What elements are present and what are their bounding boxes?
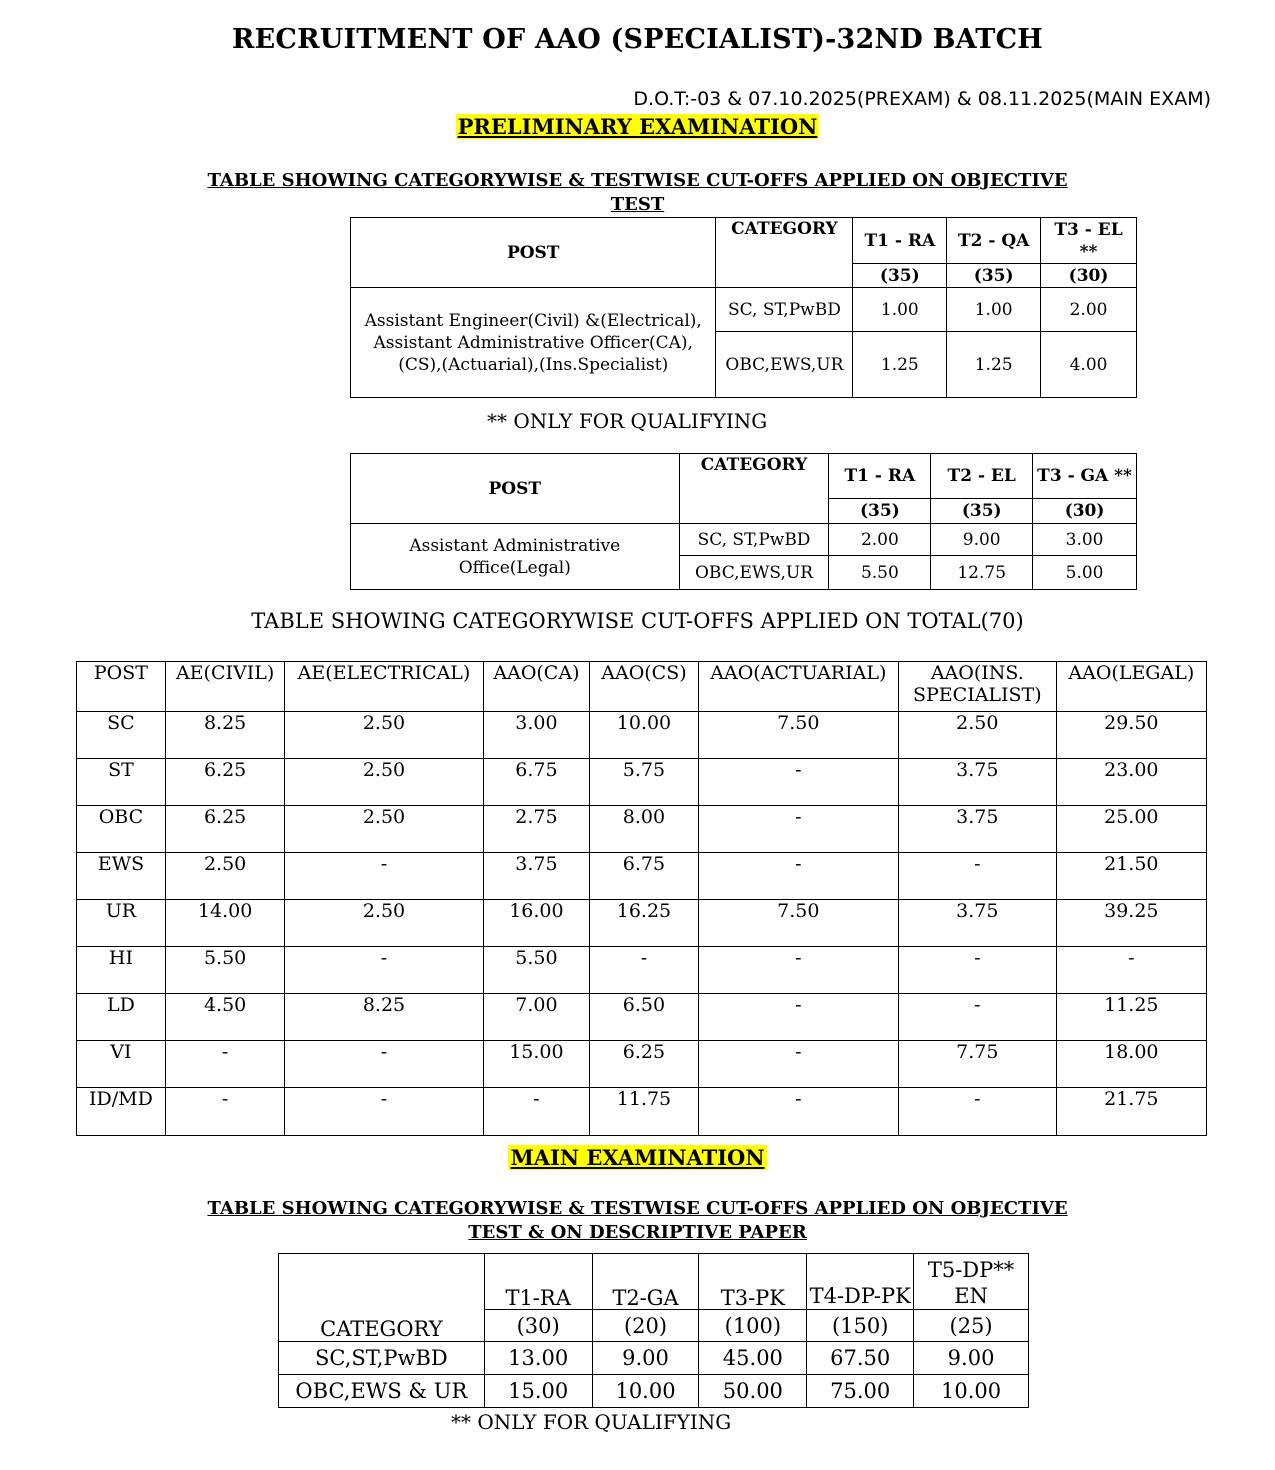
t1-cell: 15.00 [484, 1375, 592, 1408]
header-category: CATEGORY [279, 1254, 485, 1342]
t5-cell: 10.00 [914, 1375, 1029, 1408]
category-cell: OBC,EWS & UR [279, 1375, 485, 1408]
value-cell: - [698, 994, 898, 1041]
value-cell: 2.50 [285, 900, 483, 947]
header-category: CATEGORY [679, 454, 829, 524]
t3-cell: 45.00 [699, 1342, 807, 1375]
value-cell: 6.50 [590, 994, 698, 1041]
category-cell: UR [77, 900, 166, 947]
t2-cell: 1.00 [947, 288, 1041, 332]
value-cell: - [285, 947, 483, 994]
t3-cell: 2.00 [1041, 288, 1137, 332]
value-cell: 3.75 [898, 806, 1056, 853]
table-row [77, 1088, 1207, 1136]
header-t1: T1 - RA [853, 218, 947, 264]
header-post: POST [77, 662, 166, 712]
value-cell: - [1056, 947, 1206, 994]
value-cell: 8.00 [590, 806, 698, 853]
value-cell: 6.25 [165, 806, 285, 853]
t3-cell: 50.00 [699, 1375, 807, 1408]
value-cell: 2.50 [285, 806, 483, 853]
main-subhead-line2: TEST & ON DESCRIPTIVE PAPER [468, 1222, 807, 1243]
prelim-heading-wrap [0, 114, 1275, 139]
value-cell: 11.75 [590, 1088, 698, 1136]
header-category: CATEGORY [716, 218, 853, 288]
main-heading: MAIN EXAMINATION [510, 1145, 765, 1170]
t5-cell: 9.00 [914, 1342, 1029, 1375]
marks-t5: (25) [914, 1310, 1029, 1342]
marks-t3: (30) [1041, 264, 1137, 288]
category-cell: OBC [77, 806, 166, 853]
header-aao-actuarial: AAO(ACTUARIAL) [698, 662, 898, 712]
value-cell: 5.75 [590, 759, 698, 806]
category-cell: SC,ST,PwBD [279, 1342, 485, 1375]
post-cell: Assistant Administrative Office(Legal) [351, 524, 680, 590]
value-cell: - [285, 853, 483, 900]
header-t2: T2-GA [592, 1254, 699, 1310]
page-title: RECRUITMENT OF AAO (SPECIALIST)-32ND BATCH [231, 24, 1044, 55]
prelim-legal-table [350, 453, 1137, 590]
value-cell: 3.75 [483, 853, 590, 900]
category-cell: OBC,EWS,UR [716, 332, 853, 398]
t1-cell: 5.50 [829, 556, 931, 590]
value-cell: 23.00 [1056, 759, 1206, 806]
qualifying-note-1: ** ONLY FOR QUALIFYING [487, 409, 768, 433]
date-of-test: D.O.T:-03 & 07.10.2025(PREXAM) & 08.11.2025(MAIN EXAM) [633, 88, 1211, 110]
value-cell: 10.00 [590, 712, 698, 759]
header-ae-civil: AE(CIVIL) [165, 662, 285, 712]
value-cell: - [898, 853, 1056, 900]
value-cell: 5.50 [483, 947, 590, 994]
table-row [351, 524, 1137, 556]
main-heading-wrap [0, 1145, 1275, 1170]
category-cell: HI [77, 947, 166, 994]
marks-t4: (150) [807, 1310, 914, 1342]
value-cell: 21.75 [1056, 1088, 1206, 1136]
value-cell: 3.75 [898, 900, 1056, 947]
marks-t2: (20) [592, 1310, 699, 1342]
header-t3: T3 - EL ** [1041, 218, 1137, 264]
t4-cell: 75.00 [807, 1375, 914, 1408]
prelim-subhead [0, 169, 1275, 217]
value-cell: - [698, 947, 898, 994]
value-cell: 7.50 [698, 900, 898, 947]
value-cell: - [483, 1088, 590, 1136]
t2-cell: 9.00 [592, 1342, 699, 1375]
category-cell: SC [77, 712, 166, 759]
header-t3: T3 - GA ** [1033, 454, 1137, 499]
t1-cell: 1.00 [853, 288, 947, 332]
header-t2: T2 - EL [931, 454, 1033, 499]
header-aao-ca: AAO(CA) [483, 662, 590, 712]
header-t1: T1 - RA [829, 454, 931, 499]
value-cell: 2.50 [898, 712, 1056, 759]
header-t3: T3-PK [699, 1254, 807, 1310]
t2-cell: 10.00 [592, 1375, 699, 1408]
value-cell: - [165, 1088, 285, 1136]
table-row [77, 759, 1207, 806]
category-cell: SC, ST,PwBD [716, 288, 853, 332]
main-exam-table [278, 1253, 1029, 1408]
marks-t3: (100) [699, 1310, 807, 1342]
total-cutoff-heading: TABLE SHOWING CATEGORYWISE CUT-OFFS APPLIED ON TOTAL(70) [251, 609, 1024, 633]
value-cell: - [285, 1041, 483, 1088]
category-cell: LD [77, 994, 166, 1041]
category-cell: EWS [77, 853, 166, 900]
value-cell: 29.50 [1056, 712, 1206, 759]
value-cell: 3.00 [483, 712, 590, 759]
t1-cell: 13.00 [484, 1342, 592, 1375]
category-cell: OBC,EWS,UR [679, 556, 829, 590]
t3-cell: 3.00 [1033, 524, 1137, 556]
value-cell: 6.25 [590, 1041, 698, 1088]
table-row [77, 947, 1207, 994]
category-cell: VI [77, 1041, 166, 1088]
value-cell: 7.50 [698, 712, 898, 759]
value-cell: 6.75 [590, 853, 698, 900]
value-cell: - [698, 1041, 898, 1088]
header-t1: T1-RA [484, 1254, 592, 1310]
main-subhead-line1: TABLE SHOWING CATEGORYWISE & TESTWISE CUT-OFFS APPLIED ON OBJECTIVE [207, 1198, 1068, 1219]
table-row [77, 806, 1207, 853]
table-row [77, 994, 1207, 1041]
main-subhead [0, 1197, 1275, 1245]
marks-t1: (35) [829, 499, 931, 524]
value-cell: 6.25 [165, 759, 285, 806]
value-cell: - [698, 759, 898, 806]
header-post: POST [351, 454, 680, 524]
t1-cell: 2.00 [829, 524, 931, 556]
value-cell: 3.75 [898, 759, 1056, 806]
t3-cell: 4.00 [1041, 332, 1137, 398]
value-cell: 7.00 [483, 994, 590, 1041]
marks-t1: (30) [484, 1310, 592, 1342]
value-cell: - [698, 806, 898, 853]
value-cell: - [285, 1088, 483, 1136]
category-cell: ST [77, 759, 166, 806]
total-cutoff-table [76, 661, 1207, 1136]
value-cell: - [898, 994, 1056, 1041]
value-cell: 11.25 [1056, 994, 1206, 1041]
t2-cell: 1.25 [947, 332, 1041, 398]
value-cell: 25.00 [1056, 806, 1206, 853]
table-header-row [77, 662, 1207, 712]
value-cell: - [698, 1088, 898, 1136]
header-t4: T4-DP-PK [807, 1254, 914, 1310]
t2-cell: 12.75 [931, 556, 1033, 590]
value-cell: 2.50 [165, 853, 285, 900]
t2-cell: 9.00 [931, 524, 1033, 556]
table-row [77, 1041, 1207, 1088]
header-post: POST [351, 218, 716, 288]
table-row [77, 853, 1207, 900]
value-cell: 39.25 [1056, 900, 1206, 947]
table-row [77, 712, 1207, 759]
value-cell: 16.00 [483, 900, 590, 947]
header-t2: T2 - QA [947, 218, 1041, 264]
value-cell: - [698, 853, 898, 900]
marks-t1: (35) [853, 264, 947, 288]
marks-t2: (35) [931, 499, 1033, 524]
category-cell: SC, ST,PwBD [679, 524, 829, 556]
value-cell: 6.75 [483, 759, 590, 806]
t4-cell: 67.50 [807, 1342, 914, 1375]
value-cell: 16.25 [590, 900, 698, 947]
value-cell: - [898, 1088, 1056, 1136]
prelim-objective-table [350, 217, 1137, 398]
post-cell: Assistant Engineer(Civil) &(Electrical), Assistant Administrative Officer(CA),(CS),(Actuarial),(Ins.Specialist) [351, 288, 716, 398]
prelim-subhead-line1: TABLE SHOWING CATEGORYWISE & TESTWISE CUT-OFFS APPLIED ON OBJECTIVE [207, 170, 1068, 191]
value-cell: 2.50 [285, 712, 483, 759]
value-cell: - [165, 1041, 285, 1088]
header-aao-cs: AAO(CS) [590, 662, 698, 712]
header-ae-electrical: AE(ELECTRICAL) [285, 662, 483, 712]
value-cell: 8.25 [165, 712, 285, 759]
prelim-subhead-line2: TEST [610, 194, 665, 215]
value-cell: 4.50 [165, 994, 285, 1041]
t3-cell: 5.00 [1033, 556, 1137, 590]
value-cell: 7.75 [898, 1041, 1056, 1088]
header-t5: T5-DP** EN [914, 1254, 1029, 1310]
prelim-heading: PRELIMINARY EXAMINATION [457, 114, 818, 139]
header-aao-ins-specialist: AAO(INS. SPECIALIST) [898, 662, 1056, 712]
value-cell: - [590, 947, 698, 994]
category-cell: ID/MD [77, 1088, 166, 1136]
table-row [279, 1375, 1029, 1408]
qualifying-note-2: ** ONLY FOR QUALIFYING [451, 1410, 732, 1434]
value-cell: 21.50 [1056, 853, 1206, 900]
t1-cell: 1.25 [853, 332, 947, 398]
table-row [351, 288, 1137, 332]
value-cell: 5.50 [165, 947, 285, 994]
table-row [279, 1342, 1029, 1375]
value-cell: 15.00 [483, 1041, 590, 1088]
header-aao-legal: AAO(LEGAL) [1056, 662, 1206, 712]
table-row [77, 900, 1207, 947]
value-cell: 8.25 [285, 994, 483, 1041]
value-cell: - [898, 947, 1056, 994]
value-cell: 18.00 [1056, 1041, 1206, 1088]
value-cell: 14.00 [165, 900, 285, 947]
marks-t2: (35) [947, 264, 1041, 288]
value-cell: 2.75 [483, 806, 590, 853]
marks-t3: (30) [1033, 499, 1137, 524]
value-cell: 2.50 [285, 759, 483, 806]
